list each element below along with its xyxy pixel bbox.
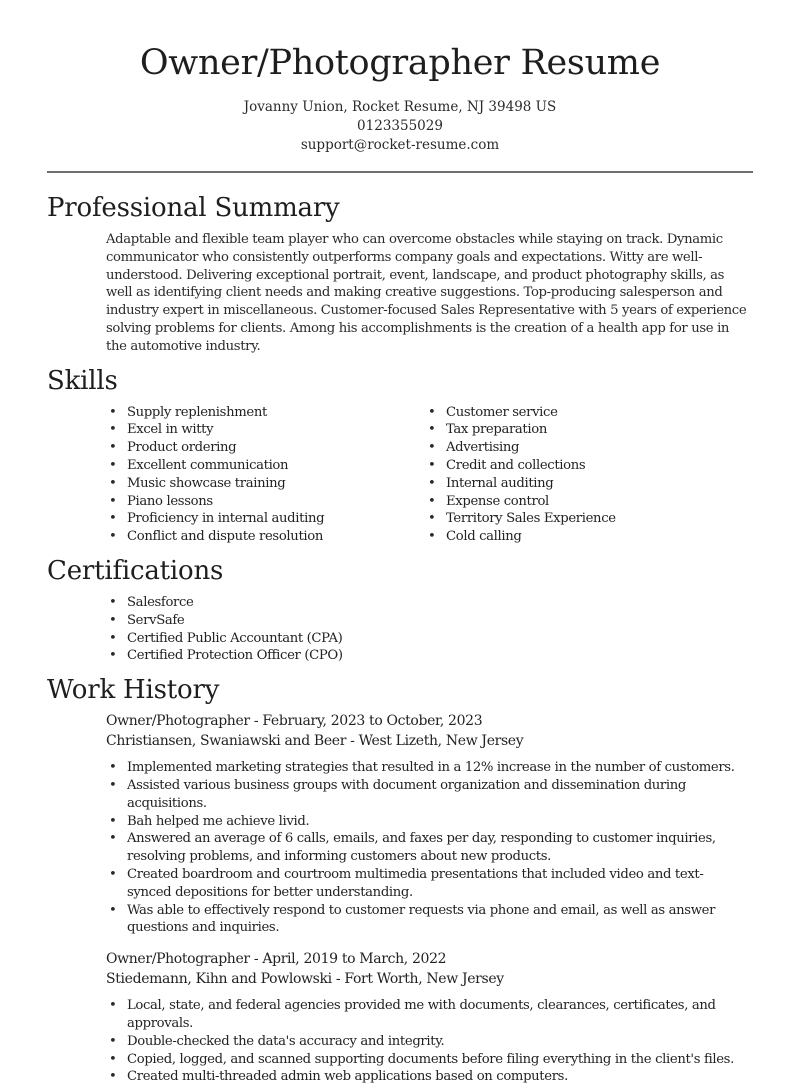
skill-item: • Advertising [446,439,765,457]
job-bullet: • Double-checked the data's accuracy and integrity. [127,1033,745,1051]
skill-item: • Excel in witty [127,421,446,439]
job-bullets [127,759,745,937]
work-history-heading: Work History [47,675,220,706]
skill-item: • Tax preparation [446,421,765,439]
job-bullet: • Answered an average of 6 calls, emails, and faxes per day, responding to customer inquiries, resolving problems, and informing customers about new products. [127,830,745,866]
skill-item: • Conflict and dispute resolution [127,528,446,546]
skill-item: • Territory Sales Experience [446,510,765,528]
contact-phone: 0123355029 [357,118,443,134]
job-bullet: • Local, state, and federal agencies provided me with documents, clearances, certificates, and approvals. [127,997,745,1033]
certification-item: • ServSafe [127,612,800,630]
job-title-dates: Owner/Photographer - April, 2019 to March, 2022 [106,951,447,968]
summary-heading: Professional Summary [47,193,340,223]
work-history-section [0,673,800,1086]
certification-item: • Salesforce [127,594,800,612]
skills-columns [127,404,800,546]
job-bullet: • Created boardroom and courtroom multimedia presentations that included video and text-synced depositions for better understanding. [127,866,745,902]
skills-list-left [127,404,446,546]
skill-item: • Credit and collections [446,457,765,475]
job-bullet: • Bah helped me achieve livid. [127,813,745,831]
resume-header [0,0,800,155]
skill-item: • Customer service [446,404,765,422]
skills-list-right [446,404,765,546]
skill-item: • Internal auditing [446,475,765,493]
header-divider [47,171,753,173]
skill-item: • Excellent communication [127,457,446,475]
contact-address: Jovanny Union, Rocket Resume, NJ 39498 US [243,99,557,115]
certifications-list [127,594,800,665]
contact-info [0,98,800,155]
job-bullet: • Implemented marketing strategies that resulted in a 12% increase in the number of customers. [127,759,745,777]
skill-item: • Piano lessons [127,493,446,511]
certification-item: • Certified Protection Officer (CPO) [127,647,800,665]
contact-email: support@rocket-resume.com [300,137,500,153]
job-bullet: • Was able to effectively respond to customer requests via phone and email, as well as answer questions and inquiries. [127,902,745,938]
job-entry [0,711,800,937]
summary-text: Adaptable and flexible team player who can overcome obstacles while staying on track. Dynamic communicator who consistently outperforms company goals and expectations. Witty are well-understood. Delivering exceptional portrait, event, landscape, and product photography skills, as well as identifying client needs and making creative suggestions. Top-producing salesperson and industry expert in miscellaneous. Customer-focused Sales Representative with 5 years of experience solving problems for clients. Among his accomplishments is the creation of a health app for use in the automotive industry. [106,232,747,354]
skill-item: • Product ordering [127,439,446,457]
job-bullet: • Created multi-threaded admin web applications based on computers. [127,1068,745,1086]
certification-item: • Certified Public Accountant (CPA) [127,630,800,648]
job-company-location: Stiedemann, Kihn and Powlowski - Fort Worth, New Jersey [106,971,504,988]
skill-item: • Music showcase training [127,475,446,493]
skill-item: • Supply replenishment [127,404,446,422]
job-company-location: Christiansen, Swaniawski and Beer - West Lizeth, New Jersey [106,733,524,750]
skill-item: • Expense control [446,493,765,511]
certifications-heading: Certifications [47,555,224,586]
job-bullets [127,997,745,1086]
job-bullet: • Assisted various business groups with document organization and dissemination during acquisitions. [127,777,745,813]
job-title-dates: Owner/Photographer - February, 2023 to October, 2023 [106,713,483,730]
skills-heading: Skills [47,365,118,396]
summary-section [0,191,800,356]
skill-item: • Cold calling [446,528,765,546]
job-bullet: • Copied, logged, and scanned supporting documents before filing everything in the client's files. [127,1051,745,1069]
job-entry [0,949,800,1086]
skill-item: • Proficiency in internal auditing [127,510,446,528]
resume-title: Owner/Photographer Resume [139,43,661,83]
certifications-section [0,554,800,665]
skills-section [0,364,800,546]
